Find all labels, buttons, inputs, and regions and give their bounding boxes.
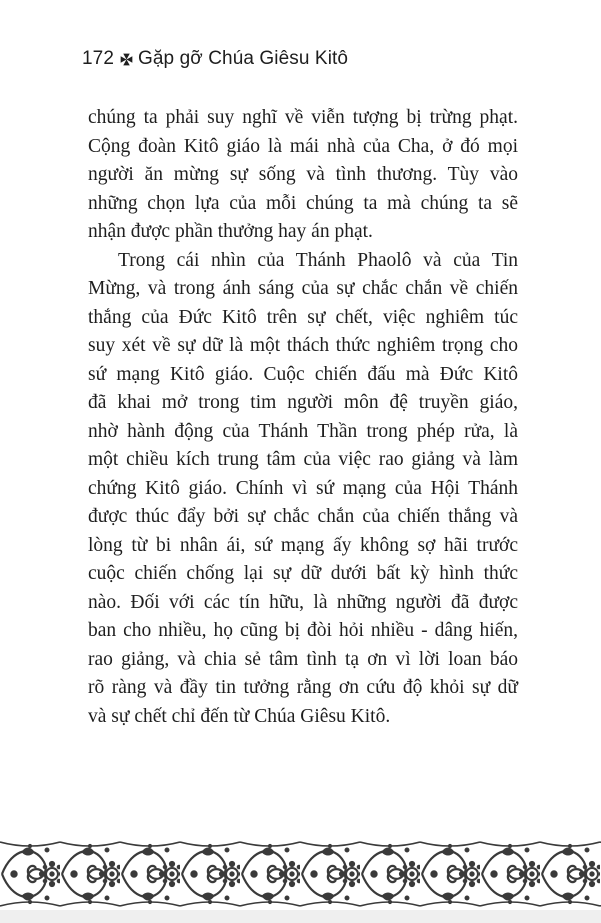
text-line: được thúc đẩy bởi sự chắc chắn của chiến thắng và: [88, 506, 518, 527]
text-line: một chiều kích trung tâm của việc rao giảng và làm: [88, 449, 518, 470]
text-line: những chọn lựa của mỗi chúng ta mà chúng ta sẽ: [88, 192, 518, 214]
text-line: thắng của Đức Kitô trên sự chết, việc nghiêm túc: [88, 306, 518, 328]
text-line: chúng ta phải suy nghĩ về viễn tượng bị trừng phạt.: [88, 107, 518, 128]
floral-border-icon: [0, 838, 601, 910]
text-line: người ăn mừng sự sống và tình thương. Tùy vào: [88, 164, 518, 185]
maltese-cross-icon: [120, 53, 133, 66]
text-line: cuộc chiến chống lại sự dữ dưới bất kỳ hình thức: [88, 563, 518, 584]
paragraph: [88, 104, 518, 247]
text-line: rao giảng, và chia sẻ tâm tình tạ ơn vì lời loan báo: [88, 648, 518, 670]
text-line: sứ mạng Kitô giáo. Cuộc chiến đấu mà Đức Kitô: [88, 363, 518, 385]
paragraph: [88, 247, 518, 732]
text-line: Cộng đoàn Kitô giáo là mái nhà của Cha, ở đó mọi: [88, 135, 518, 157]
text-line: Trong cái nhìn của Thánh Phaolô và của Tin: [118, 249, 518, 271]
book-title: Gặp gỡ Chúa Giêsu Kitô: [138, 48, 349, 69]
text-line: nào. Đối với các tín hữu, là những người đã được: [88, 591, 518, 613]
text-line: chứng Kitô giáo. Chính vì sứ mạng của Hội Thánh: [88, 477, 518, 499]
running-head: [82, 47, 348, 71]
body-text: [88, 104, 518, 731]
page-bottom-edge: [0, 910, 601, 923]
text-line: và sự chết chỉ đến từ Chúa Giêsu Kitô.: [88, 705, 391, 727]
text-line: suy xét về sự dữ là một thách thức nghiêm trọng cho: [88, 335, 518, 356]
text-line: lòng từ bi nhân ái, sứ mạng ấy không sợ hãi trước: [88, 534, 518, 556]
text-line: nhận được phần thưởng hay án phạt.: [88, 221, 373, 242]
text-line: Mừng, và trong ánh sáng của sự chắc chắn về chiến: [88, 278, 518, 299]
text-line: rõ ràng và đầy tin tưởng rằng ơn cứu độ khỏi sự dữ: [88, 677, 518, 698]
text-line: đã khai mở trong tim người môn đệ truyền giáo,: [88, 392, 518, 413]
text-line: nhờ hành động của Thánh Thần trong phép rửa, là: [88, 420, 518, 442]
page-number: 172: [82, 48, 115, 69]
text-line: ban cho nhiều, họ cũng bị đòi hỏi nhiều - dâng hiến,: [88, 620, 518, 641]
